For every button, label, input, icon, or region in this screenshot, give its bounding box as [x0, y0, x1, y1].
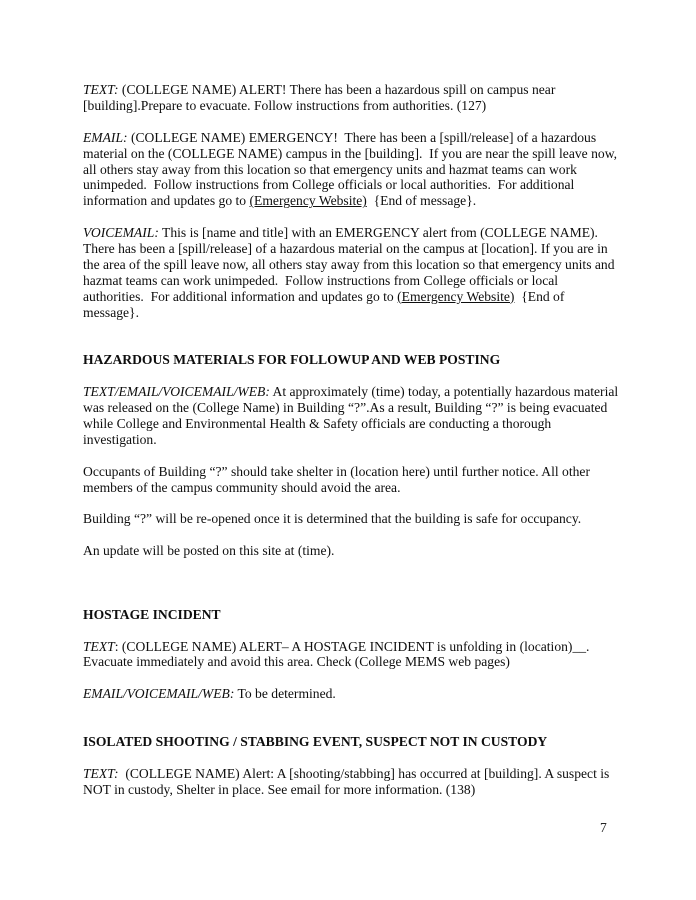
document-paragraph: [83, 225, 621, 320]
text-segment: : (COLLEGE NAME) ALERT– A HOSTAGE INCIDENT is unfolding in (location)__. Evacuate immediately and avoid this area. Check (College MEMS web pages): [83, 638, 593, 670]
document-content: [83, 82, 621, 798]
document-paragraph: [83, 543, 621, 559]
document-paragraph: [83, 639, 621, 671]
text-segment: ISOLATED SHOOTING / STABBING EVENT, SUSPECT NOT IN CUSTODY: [83, 733, 548, 749]
underlined-placeholder: (Emergency Website): [249, 193, 367, 209]
document-heading: [83, 607, 621, 623]
text-segment: (COLLEGE NAME) ALERT! There has been a hazardous spill on campus near [building].Prepare to evacuate. Follow instructions from authorities. (127): [83, 82, 559, 113]
text-segment: This is [name and title] with an EMERGENCY alert from (COLLEGE NAME). There has been a [spill/release] of a hazardous material on the campus at [location]. If you are in the area of the spill leave now, all others stay away from this location so that emergency units and hazmat teams can work unimpeded. Follow instructions from College officials or local authorities. For additional information and updates go to: [83, 225, 618, 304]
channel-label: VOICEMAIL:: [83, 225, 159, 241]
channel-label: TEXT:: [83, 765, 119, 781]
text-segment: Building “?” will be re-opened once it is determined that the building is safe for occupancy.: [83, 511, 582, 527]
text-segment: HAZARDOUS MATERIALS FOR FOLLOWUP AND WEB POSTING: [83, 352, 501, 368]
document-paragraph: [83, 686, 621, 702]
document-heading: [83, 734, 621, 750]
page-number: 7: [600, 820, 607, 835]
text-segment: HOSTAGE INCIDENT: [83, 606, 221, 622]
document-paragraph: [83, 82, 621, 114]
channel-label: EMAIL/VOICEMAIL/WEB:: [83, 686, 235, 702]
document-heading: [83, 352, 621, 368]
underlined-placeholder: (Emergency Website): [397, 288, 515, 304]
text-segment: To be determined.: [234, 686, 336, 702]
channel-label: TEXT: [83, 638, 115, 654]
text-segment: {End of message}.: [83, 288, 568, 320]
channel-label: TEXT/EMAIL/VOICEMAIL/WEB:: [83, 384, 270, 400]
document-paragraph: [83, 511, 621, 527]
document-paragraph: [83, 766, 621, 798]
document-paragraph: [83, 130, 621, 210]
text-segment: (COLLEGE NAME) Alert: A [shooting/stabbing] has occurred at [building]. A suspect is NOT in custody, Shelter in place. See email for more information. (138): [83, 765, 613, 797]
document-paragraph: [83, 384, 621, 448]
text-segment: Occupants of Building “?” should take shelter in (location here) until further notice. All other members of the campus community should avoid the area.: [83, 463, 594, 495]
document-paragraph: [83, 464, 621, 496]
text-segment: {End of message}.: [366, 193, 477, 209]
channel-label: EMAIL:: [83, 129, 128, 145]
channel-label: TEXT:: [83, 82, 119, 97]
text-segment: At approximately (time) today, a potentially hazardous material was released on the (College Name) in Building “?”.As a result, Building “?” is being evacuated while College and Environmental Health & Safety officials are conducting a thorough investigation.: [83, 384, 622, 447]
text-segment: (COLLEGE NAME) EMERGENCY! There has been a [spill/release] of a hazardous material on the (COLLEGE NAME) campus in the [building]. If you are near the spill leave now, all others stay away from this location so that emergency units and hazmat teams can work unimpeded. Follow instructions from College officials or local authorities. For additional information and updates go to: [83, 129, 621, 209]
text-segment: An update will be posted on this site at (time).: [83, 543, 335, 559]
